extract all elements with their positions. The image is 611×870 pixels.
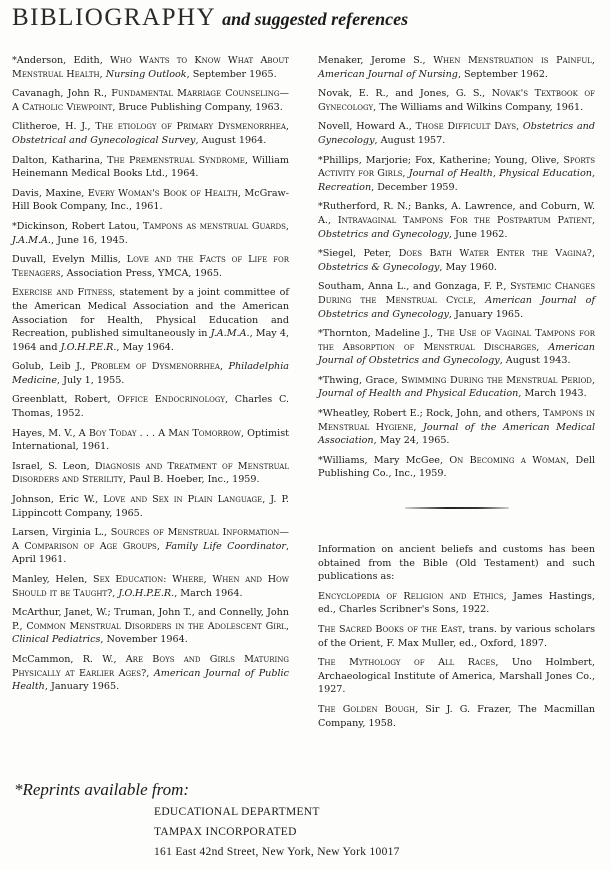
page-header bbox=[12, 4, 408, 32]
reference-text: , bbox=[516, 121, 523, 133]
reference-title: A Boy Today . . . A Man Tomorrow bbox=[78, 427, 241, 439]
reference-journal: Family Life Coordinator bbox=[165, 540, 286, 552]
reference-journal: American Journal of Obstetrics and Gynecology bbox=[318, 341, 595, 367]
reference-title: Those Difficult Days bbox=[415, 121, 517, 133]
reference-title: Problem of Dysmenorrhea bbox=[90, 361, 220, 373]
reference-text: , bbox=[156, 540, 166, 552]
reference-text: , August 1957. bbox=[374, 134, 446, 146]
address-block bbox=[154, 802, 400, 862]
reference-text: *Anderson, Edith, bbox=[12, 55, 111, 66]
reference-text: , bbox=[285, 220, 289, 232]
reference-journal: American Journal of Nursing bbox=[318, 68, 458, 80]
reference-entry bbox=[318, 200, 595, 241]
reference-entry bbox=[12, 653, 289, 694]
reference-title: Office Endocrinology bbox=[117, 394, 225, 406]
reference-text: , July 1, 1955. bbox=[57, 374, 125, 386]
reference-journal: J.A.M.A. bbox=[210, 328, 250, 340]
reference-title: Love and the Facts of Life for Teenagers bbox=[12, 254, 289, 279]
reference-text: Southam, Anna L., and Gonzaga, F. P., bbox=[318, 281, 511, 293]
reference-text: , May 1964. bbox=[116, 341, 174, 353]
page-subtitle: and suggested references bbox=[222, 9, 409, 29]
reference-text: , Sir J. G. Frazer, The Macmillan Company, 1958. bbox=[318, 703, 595, 729]
reference-text: , Optimist International, 1961. bbox=[12, 427, 289, 453]
reference-text: , trans. by various scholars of the Orient, F. Max Muller, ed., Oxford, 1897. bbox=[318, 624, 595, 649]
reference-journal: J.A.M.A. bbox=[12, 234, 51, 246]
reference-entry bbox=[12, 187, 289, 214]
reference-journal: J.O.H.P.E.R. bbox=[60, 341, 117, 353]
reference-text: , May 24, 1965. bbox=[373, 435, 450, 447]
reference-text: , December 1959. bbox=[371, 181, 458, 193]
reference-journal: Philadelphia Medicine bbox=[12, 361, 290, 386]
reference-entry bbox=[12, 220, 289, 247]
reference-title: Every Woman's Book of Health bbox=[87, 187, 238, 199]
reference-entry bbox=[318, 656, 595, 697]
reference-title: Sports Activity for Girls bbox=[318, 154, 595, 180]
reference-text: Menaker, Jerome S., bbox=[318, 55, 434, 66]
reference-text: , January 1965. bbox=[44, 681, 120, 693]
reference-text: Dalton, Katharina, bbox=[12, 154, 108, 166]
reference-text: , Paul B. Hoeber, Inc., 1959. bbox=[123, 474, 260, 486]
reference-text: , August 1943. bbox=[499, 355, 571, 367]
reference-text: , bbox=[591, 374, 595, 386]
ancient-beliefs-intro: Information on ancient beliefs and customs has been obtained from the Bible (Old Testament) and such publications as: bbox=[318, 544, 595, 583]
reference-title: The etiology of Primary Dysmenorrhea bbox=[95, 121, 286, 133]
reference-journal: Obstetrics and Gynecology bbox=[318, 121, 595, 146]
reference-text: Davis, Maxine, bbox=[12, 187, 88, 199]
reference-text: , bbox=[536, 341, 549, 353]
reference-entry bbox=[12, 427, 289, 454]
reference-title: The Golden Bough bbox=[318, 703, 416, 715]
reference-text: Cavanagh, John R., bbox=[12, 88, 112, 100]
reference-text: Hayes, M. V., bbox=[12, 427, 79, 439]
reference-text: , bbox=[591, 214, 595, 226]
reference-text: , May 1960. bbox=[439, 261, 497, 273]
reference-text: , bbox=[219, 361, 229, 373]
reference-text: Manley, Helen, bbox=[12, 574, 94, 585]
reference-title: Intravaginal Tampons For the Postpartum Patient bbox=[337, 214, 592, 226]
reference-text: , November 1964. bbox=[100, 634, 188, 646]
reference-entry bbox=[318, 454, 595, 481]
ancient-beliefs-list bbox=[318, 590, 595, 730]
reference-text: , William Heinemann Medical Books Ltd., 1964. bbox=[12, 154, 289, 180]
left-column bbox=[12, 54, 289, 700]
reference-title: The Mythology of All Races bbox=[318, 657, 496, 669]
reference-title: Common Menstrual Disorders in the Adolescent Girl bbox=[26, 620, 286, 632]
reference-text: , May 4, 1964 and bbox=[12, 328, 289, 353]
reference-text: *Thwing, Grace, bbox=[318, 374, 402, 386]
reference-text: , September 1962. bbox=[457, 68, 548, 80]
reference-entry bbox=[318, 327, 595, 368]
reference-title: Diagnosis and Treatment of Menstrual Disorders and Sterility bbox=[12, 460, 289, 486]
address-line: TAMPAX INCORPORATED bbox=[154, 826, 297, 838]
reference-entry bbox=[318, 54, 595, 81]
reference-text: Johnson, Eric W., bbox=[12, 494, 104, 506]
reference-text: Larsen, Virginia L., bbox=[12, 527, 111, 539]
reference-text: Novell, Howard A., bbox=[318, 121, 416, 133]
reference-entry bbox=[12, 360, 289, 387]
right-column bbox=[318, 54, 595, 736]
address-line: EDUCATIONAL DEPARTMENT bbox=[154, 806, 320, 818]
reference-text: , bbox=[285, 620, 289, 632]
reference-text: , bbox=[285, 121, 290, 133]
reference-entry bbox=[12, 120, 289, 147]
reference-journal: Obstetrics and Gynecology bbox=[318, 228, 449, 240]
reference-text: , bbox=[413, 421, 423, 433]
reference-journal: Journal of the American Medical Association bbox=[318, 421, 596, 447]
reference-text: , bbox=[473, 294, 486, 306]
reference-text: Greenblatt, Robert, bbox=[12, 394, 118, 406]
reference-title: Fundamental Marriage Counseling—A Catholic Viewpoint bbox=[12, 88, 290, 113]
reprints-label: *Reprints available from: bbox=[14, 780, 190, 799]
reference-title: Encyclopedia of Religion and Ethics bbox=[318, 590, 504, 602]
reference-text: *Rutherford, R. N.; Banks, A. Lawrence, and Coburn, W. A., bbox=[318, 201, 595, 226]
address-line: 161 East 42nd Street, New York, New York 10017 bbox=[154, 846, 400, 858]
reference-entry bbox=[318, 407, 595, 448]
reference-text: , statement by a joint committee of the American Medical Association and the American Association for Health, Physical Education and Recreation, published simultaneously in bbox=[12, 287, 289, 340]
reference-entry bbox=[12, 493, 289, 520]
reference-text: , Bruce Publishing Company, 1963. bbox=[112, 101, 283, 113]
reference-text: , June 1962. bbox=[448, 228, 508, 240]
reference-text: *Dickinson, Robert Latou, bbox=[12, 220, 143, 232]
reference-entry bbox=[318, 87, 595, 114]
reference-entry bbox=[12, 573, 289, 600]
reference-text: Clitheroe, H. J., bbox=[12, 121, 96, 133]
reference-entry bbox=[318, 154, 595, 195]
reference-text: , J. P. Lippincott Company, 1965. bbox=[12, 494, 289, 519]
reference-text: , March 1964. bbox=[174, 587, 243, 599]
reference-journal: American Journal of Obstetrics and Gynecology bbox=[318, 294, 595, 320]
reference-text: , January 1965. bbox=[448, 308, 524, 320]
reference-title: Love and Sex in Plain Language bbox=[103, 494, 263, 506]
reference-entry bbox=[12, 526, 289, 567]
reference-title: Who Wants to Know What About Menstrual Health bbox=[12, 55, 289, 80]
reference-journal: Obstetrics & Gynecology bbox=[318, 261, 440, 273]
reference-text: , bbox=[146, 667, 154, 679]
reference-entry bbox=[318, 120, 595, 147]
reference-entry bbox=[12, 606, 289, 647]
reference-journal: Journal of Health and Physical Education bbox=[318, 388, 519, 400]
reference-title: Are Boys and Girls Maturing Physically at Earlier Ages? bbox=[12, 653, 289, 679]
reference-journal: Clinical Pediatrics bbox=[12, 634, 101, 646]
reference-text: , September 1965. bbox=[186, 68, 277, 80]
reference-title: Tampons in Menstrual Hygiene bbox=[318, 408, 595, 433]
reference-journal: Journal of Health, Physical Education, Recreation bbox=[318, 168, 595, 193]
reference-title: Sex Education: Where, When and How Should it be Taught? bbox=[12, 574, 289, 599]
reference-text: Golub, Leib J., bbox=[12, 361, 91, 373]
reference-entry bbox=[12, 54, 289, 81]
reference-entry bbox=[12, 286, 289, 354]
reference-title: Exercise and Fitness bbox=[12, 287, 113, 299]
reference-entry bbox=[318, 374, 595, 401]
section-divider bbox=[405, 507, 509, 509]
reference-title: The Sacred Books of the East bbox=[318, 624, 463, 635]
reference-text: , bbox=[99, 68, 106, 80]
reference-text: , The Williams and Wilkins Company, 1961. bbox=[373, 101, 584, 113]
reference-text: *Siegel, Peter, bbox=[318, 248, 399, 260]
footer bbox=[14, 780, 400, 862]
reference-entry bbox=[318, 703, 595, 730]
reference-text: *Thornton, Madeline J., bbox=[318, 328, 438, 340]
page-title: BIBLIOGRAPHY bbox=[12, 4, 217, 31]
reference-text: Novak, E. R., and Jones, G. S., bbox=[318, 88, 492, 100]
reference-text: , June 16, 1945. bbox=[50, 234, 128, 246]
reference-title: Tampons as menstrual Guards bbox=[142, 220, 286, 232]
reference-entry bbox=[12, 393, 289, 420]
reference-text: , bbox=[591, 248, 595, 260]
reference-text: *Williams, Mary McGee, bbox=[318, 454, 450, 466]
reference-journal: Nursing Outlook bbox=[105, 68, 187, 80]
reference-text: *Phillips, Marjorie; Fox, Katherine; Young, Olive, bbox=[318, 154, 564, 166]
reference-title: Sources of Menstrual Information—A Comparison of Age Groups bbox=[12, 527, 289, 552]
reference-entry bbox=[12, 253, 289, 280]
reference-entry bbox=[12, 87, 289, 114]
reference-text: , August 1964. bbox=[195, 134, 267, 146]
reference-text: , McGraw-Hill Book Company, Inc., 1961. bbox=[12, 187, 290, 213]
reference-text: , Charles C. Thomas, 1952. bbox=[12, 394, 289, 420]
reference-entry bbox=[12, 460, 289, 487]
reference-text: , bbox=[402, 168, 409, 180]
reference-entry bbox=[318, 623, 595, 650]
reference-entry bbox=[318, 247, 595, 274]
reference-journal: American Journal of Public Health bbox=[12, 667, 289, 693]
reference-text: , April 1961. bbox=[12, 540, 290, 566]
reference-text: McArthur, Janet, W.; Truman, John T., and Connelly, John P., bbox=[12, 607, 289, 632]
reference-text: , Uno Holmbert, Archaeological Institute of America, Marshall Jones Co., 1927. bbox=[318, 657, 595, 696]
reference-title: On Becoming a Woman bbox=[449, 454, 567, 466]
reference-text: , bbox=[591, 55, 595, 66]
reference-title: The Use of Vaginal Tampons for the Absorption of Menstrual Discharges bbox=[318, 328, 595, 353]
reference-entry bbox=[12, 154, 289, 181]
reference-title: Does Bath Water Enter the Vagina? bbox=[398, 248, 592, 260]
reference-entry bbox=[318, 590, 595, 617]
reference-title: Swimming During the Menstrual Period bbox=[401, 374, 592, 386]
reference-journal: J.O.H.P.E.R. bbox=[118, 587, 175, 599]
reference-title: The Premenstrual Syndrome bbox=[107, 154, 245, 166]
reference-text: , Association Press, YMCA, 1965. bbox=[60, 267, 222, 279]
reference-title: When Menstruation is Painful bbox=[433, 55, 592, 66]
reference-text: *Wheatley, Robert E.; Rock, John, and others, bbox=[318, 408, 543, 420]
reference-text: Duvall, Evelyn Millis, bbox=[12, 254, 127, 266]
right-reference-list bbox=[318, 54, 595, 481]
reference-text: , bbox=[112, 587, 119, 599]
reference-title: Systemic Changes During the Menstrual Cycle bbox=[318, 281, 595, 306]
reference-text: , March 1943. bbox=[518, 388, 587, 400]
reference-title: Novak's Textbook of Gynecology bbox=[318, 88, 595, 113]
reference-text: , James Hastings, ed., Charles Scribner's Sons, 1922. bbox=[318, 590, 596, 616]
reference-text: Israel, S. Leon, bbox=[12, 460, 95, 472]
reference-text: McCammon, R. W., bbox=[12, 653, 126, 665]
reference-journal: Obstetrical and Gynecological Survey bbox=[12, 134, 196, 146]
reference-text: , Dell Publishing Co., Inc., 1959. bbox=[318, 454, 596, 480]
reference-entry bbox=[318, 280, 595, 321]
